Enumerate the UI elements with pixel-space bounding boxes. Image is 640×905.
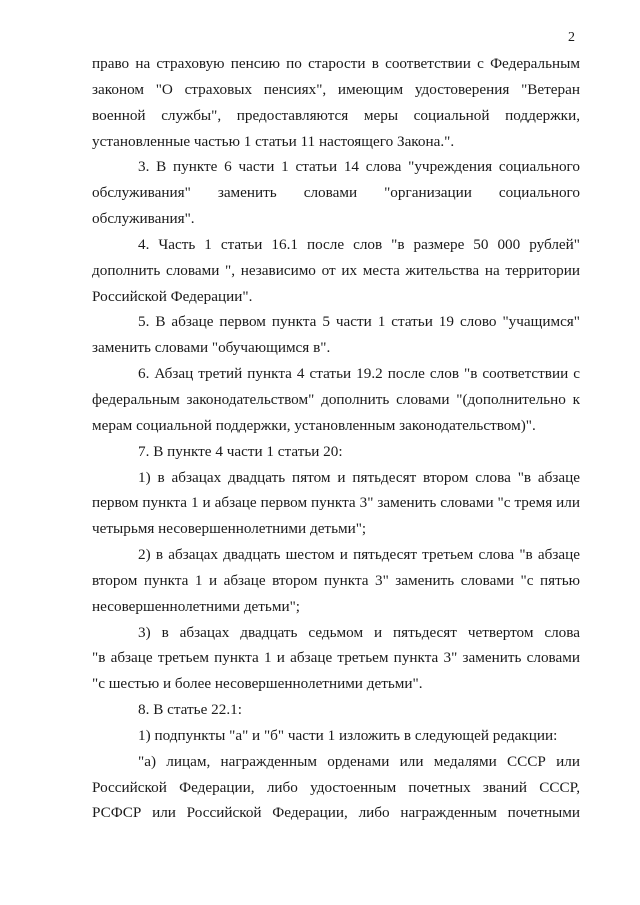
text-line: 1) в абзацах двадцать пятом и пятьдесят втором слова "в абзаце	[138, 468, 580, 486]
text-line: обслуживания".	[92, 210, 195, 228]
text-line: "а) лицам, награжденным орденами или медалями СССР или	[138, 752, 580, 770]
text-line: Российской Федерации, либо удостоенным почетных званий СССР,	[92, 778, 580, 796]
text-line: установленные частью 1 статьи 11 настоящего Закона.".	[92, 132, 455, 150]
document-body	[92, 51, 580, 826]
text-line: 3) в абзацах двадцать седьмом и пятьдесят четвертом слова	[138, 623, 580, 641]
text-line: "с шестью и более несовершеннолетними детьми".	[92, 675, 423, 693]
text-line: право на страховую пенсию по старости в соответствии с Федеральным	[92, 55, 580, 72]
page-number: 2	[568, 30, 575, 45]
text-line: втором пункта 1 и абзаце втором пункта 3" заменить словами "с пятью	[92, 571, 580, 589]
text-line: федеральным законодательством" дополнить словами "(дополнительно к	[92, 390, 580, 408]
text-line: 1) подпункты "а" и "б" части 1 изложить в следующей редакции:	[138, 726, 558, 744]
text-line: заменить словами "обучающимся в".	[92, 339, 331, 357]
text-line: 2) в абзацах двадцать шестом и пятьдесят третьем слова "в абзаце	[138, 546, 580, 564]
text-line: дополнить словами ", независимо от их места жительства на территории	[92, 261, 580, 279]
text-line: законом "О страховых пенсиях", имеющим удостоверения "Ветеран	[92, 80, 580, 98]
text-line: Российской Федерации".	[92, 287, 253, 305]
text-line: первом пункта 1 и абзаце первом пункта 3" заменить словами "с тремя или	[92, 494, 580, 512]
text-line: РСФСР или Российской Федерации, либо награжденным почетными	[92, 804, 580, 822]
text-line: "в абзаце третьем пункта 1 и абзаце третьем пункта 3" заменить словами	[92, 649, 580, 667]
text-line: 7. В пункте 4 части 1 статьи 20:	[138, 442, 343, 460]
text-line: 3. В пункте 6 части 1 статьи 14 слова "учреждения социального	[138, 158, 580, 176]
text-line: мерам социальной поддержки, установленным законодательством)".	[92, 416, 536, 434]
text-line: 8. В статье 22.1:	[138, 701, 242, 719]
text-line: военной службы", предоставляются меры социальной поддержки,	[92, 106, 580, 124]
text-line: 6. Абзац третий пункта 4 статьи 19.2 после слов "в соответствии с	[138, 365, 580, 383]
text-line: четырьмя несовершеннолетними детьми";	[92, 520, 367, 538]
text-line: несовершеннолетними детьми";	[92, 597, 301, 615]
text-line: 5. В абзаце первом пункта 5 части 1 статьи 19 слово "учащимся"	[138, 313, 580, 331]
text-line: 4. Часть 1 статьи 16.1 после слов "в размере 50 000 рублей"	[138, 235, 580, 253]
text-line: обслуживания" заменить словами "организации социального	[92, 184, 580, 202]
